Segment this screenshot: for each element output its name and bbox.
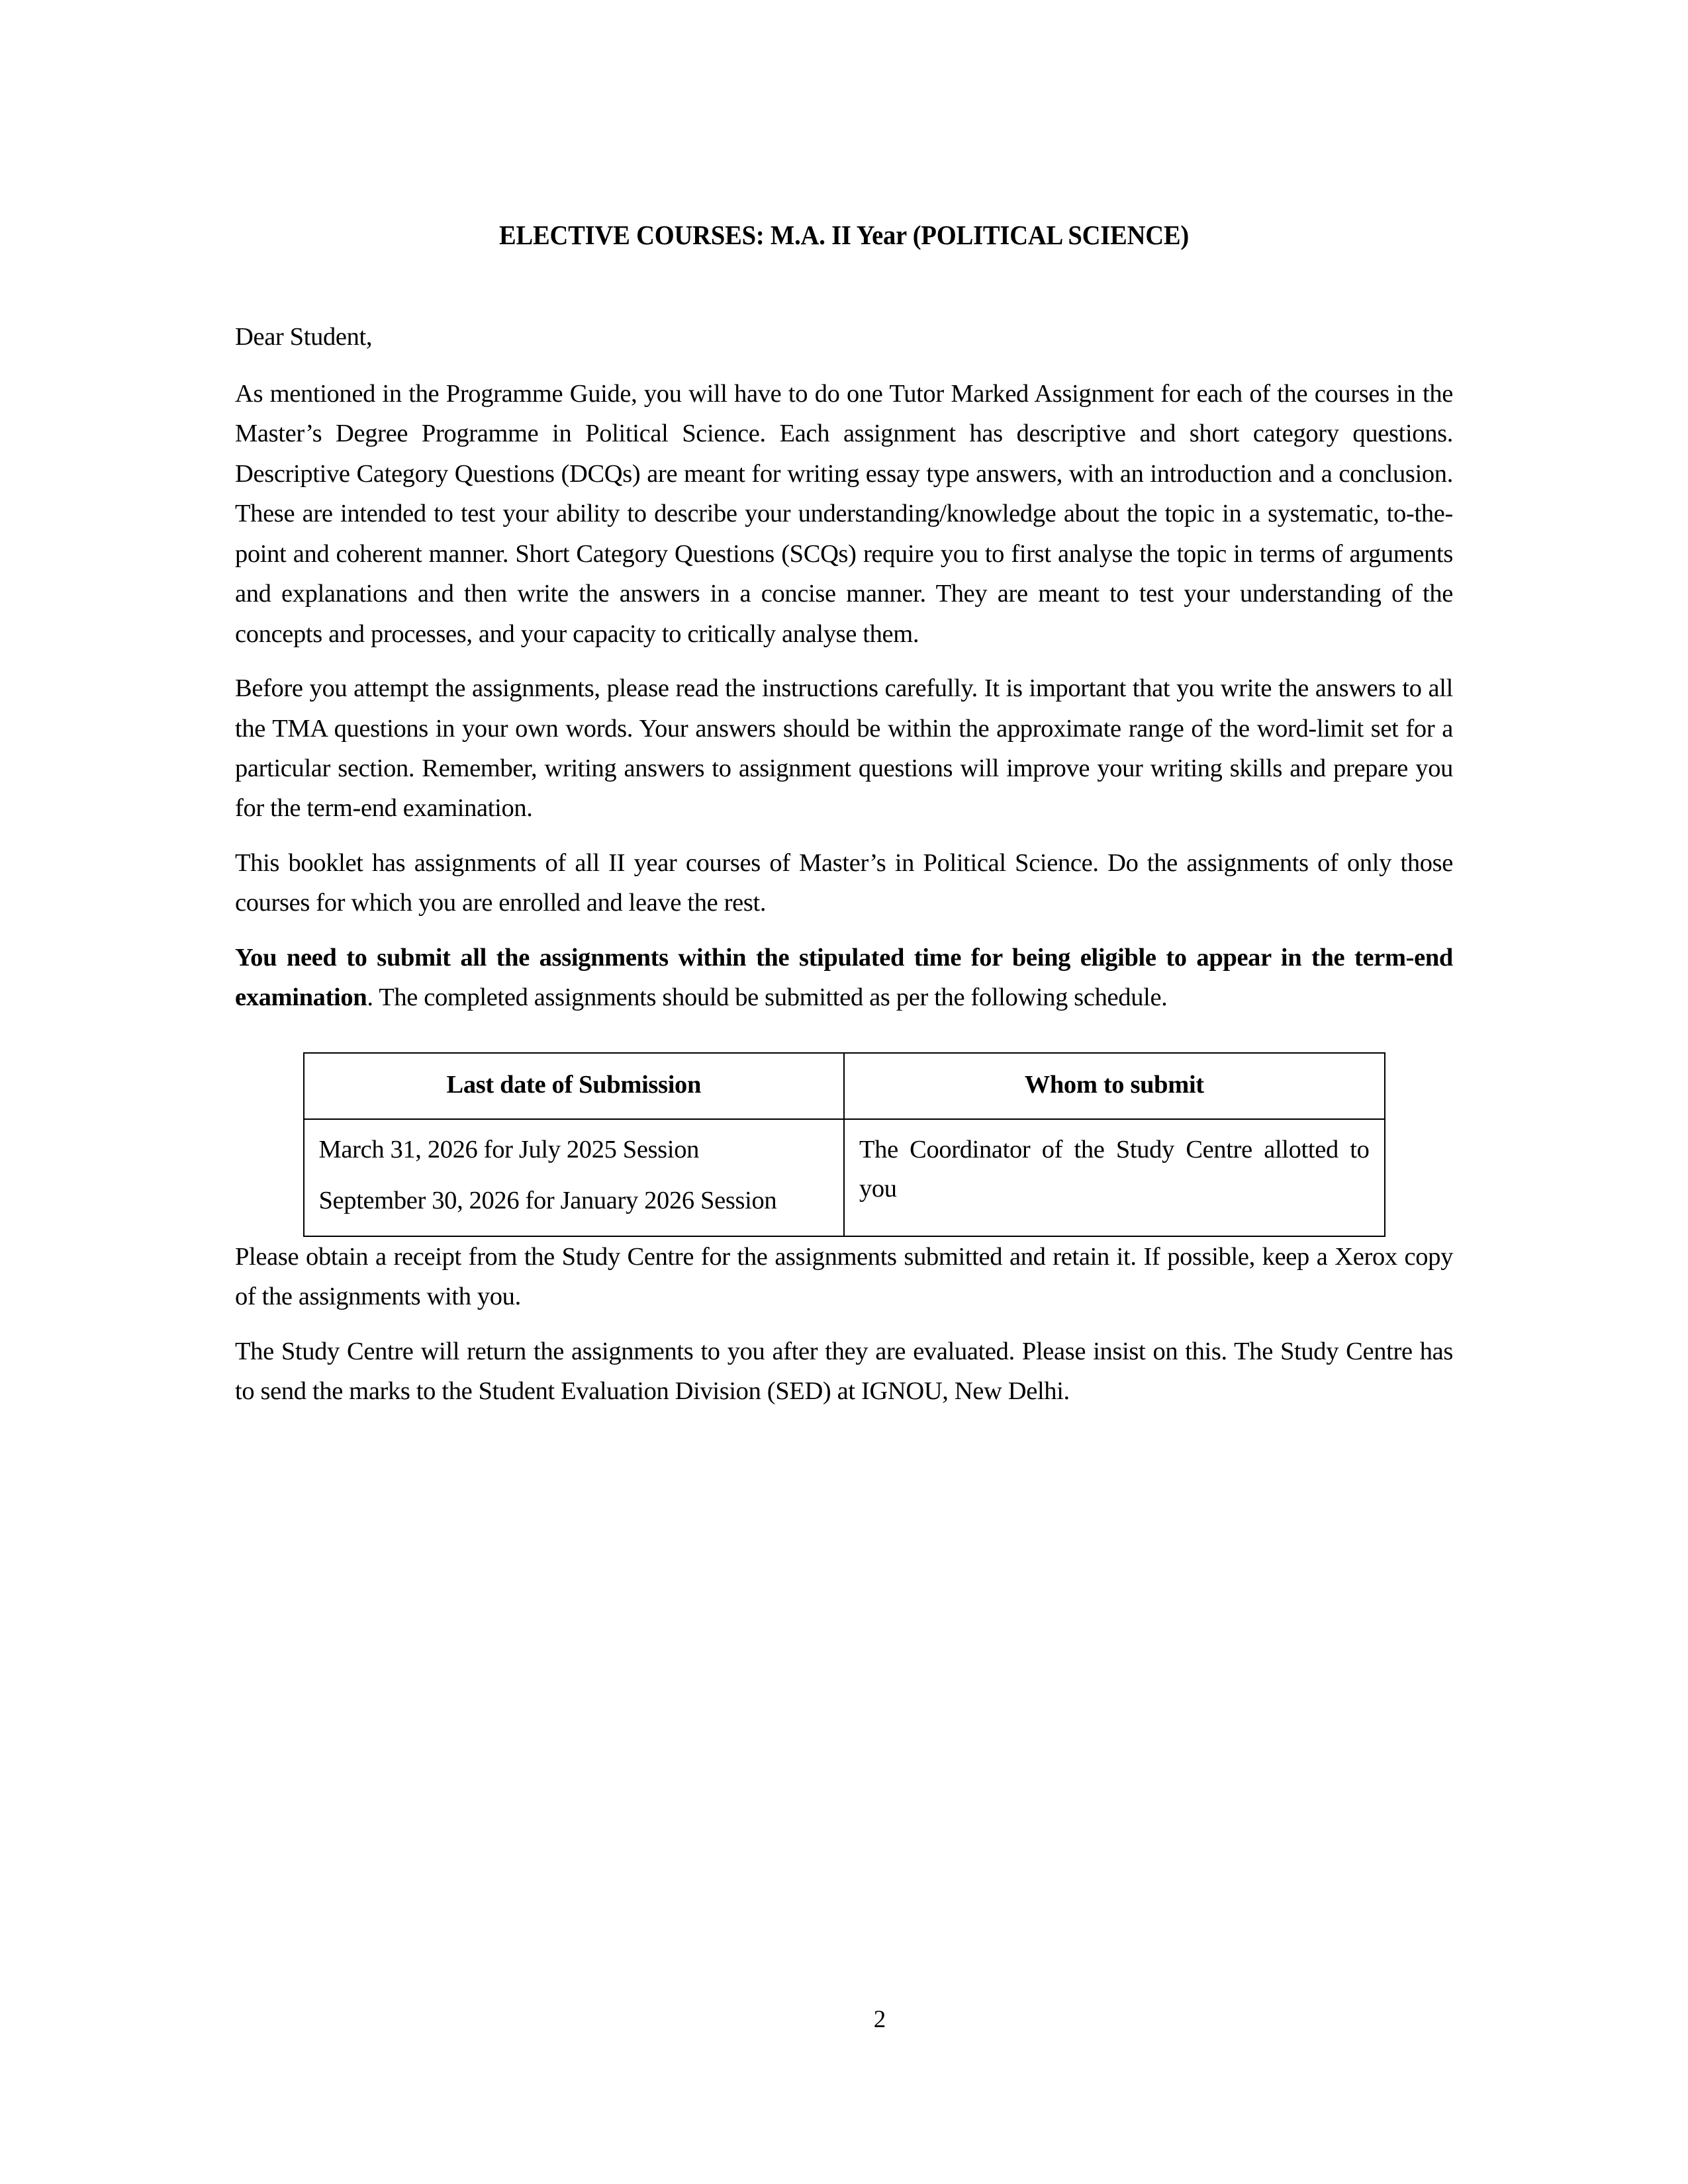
table-cell-dates xyxy=(304,1119,845,1236)
submission-table-container xyxy=(235,1052,1453,1237)
table-row xyxy=(304,1119,1385,1236)
paragraph-before-attempt: Before you attempt the assignments, please read the instructions carefully. It is important that you write the answers to all the TMA questions in your own words. Your answers should be within the approximate range of the word-limit set for a particular section. Remember, writing answers to assignment questions will improve your writing skills and prepare you for the term-end examination. xyxy=(235,674,1453,823)
submission-date-january-session: September 30, 2026 for January 2026 Session xyxy=(318,1187,777,1215)
page-number: 2 xyxy=(873,2006,886,2033)
paragraph-return: The Study Centre will return the assignments to you after they are evaluated. Please insist on this. The Study Centre has to send the marks to the Student Evaluation Division (SED) at IGNOU, New Delhi. xyxy=(235,1337,1453,1406)
submission-table xyxy=(303,1052,1385,1237)
submission-date-july-session: March 31, 2026 for July 2025 Session xyxy=(318,1135,699,1163)
salutation: Dear Student, xyxy=(235,323,373,351)
table-header-whom-to-submit: Whom to submit xyxy=(844,1053,1385,1119)
submission-notice-rest: . The completed assignments should be submitted as per the following schedule. xyxy=(367,983,1168,1012)
paragraph-intro: As mentioned in the Programme Guide, you will have to do one Tutor Marked Assignment for each of the courses in the Master’s Degree Programme in Political Science. Each assignment has descriptive and short category questions. Descriptive Category Questions (DCQs) are meant for writing essay type answers, with an introduction and a conclusion. These are intended to test your ability to describe your understanding/knowledge about the topic in a systematic, to-the-point and coherent manner. Short Category Questions (SCQs) require you to first analyse the topic in terms of arguments and explanations and then write the answers in a concise manner. They are meant to test your understanding of the concepts and processes, and your capacity to critically analyse them. xyxy=(235,380,1453,648)
document-content xyxy=(235,218,1453,1426)
table-cell-whom-to-submit: The Coordinator of the Study Centre allotted to you xyxy=(844,1119,1385,1236)
paragraph-submission-notice xyxy=(235,938,1453,1018)
table-header-row xyxy=(304,1053,1385,1119)
table-header-last-date: Last date of Submission xyxy=(304,1053,845,1119)
paragraph-receipt: Please obtain a receipt from the Study Centre for the assignments submitted and retain it. If possible, keep a Xerox copy of the assignments with you. xyxy=(235,1242,1453,1311)
paragraph-booklet: This booklet has assignments of all II year courses of Master’s in Political Science. Do the assignments of only those courses for which you are enrolled and leave the rest. xyxy=(235,848,1453,917)
submission-notice-emphasis: You need to submit all the assignments within the stipulated time for being eligible to appear in the term-end examination xyxy=(235,943,1453,1012)
page-title: ELECTIVE COURSES: M.A. II Year (POLITICAL SCIENCE) xyxy=(498,220,1190,250)
